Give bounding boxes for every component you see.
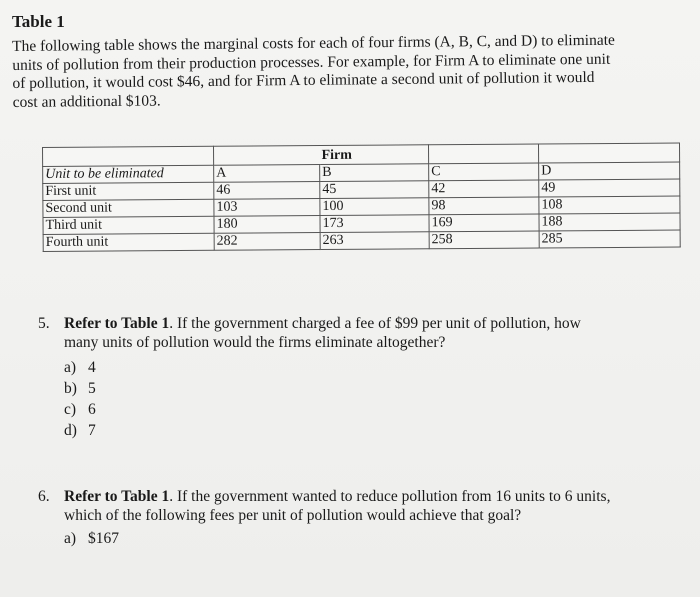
question-text: . If the government wanted to reduce pollution from 16 units to 6 units, [169, 488, 611, 505]
option-text: $167 [88, 530, 119, 547]
answer-option[interactable] [64, 420, 96, 441]
table-cell: 49 [539, 179, 680, 197]
table-group-spacer [428, 144, 538, 164]
table-cell: 282 [214, 233, 320, 251]
column-header-a: A [214, 165, 320, 183]
intro-line: units of pollution from their production processes. For example, for Firm A to eliminate one unit [12, 50, 611, 74]
row-label: Fourth unit [43, 233, 214, 251]
table-corner-cell [43, 146, 214, 166]
table-cell: 285 [539, 230, 680, 248]
table-cell: 258 [429, 231, 539, 249]
column-header-c: C [429, 163, 539, 181]
row-label: Second unit [43, 199, 214, 217]
option-letter: a) [64, 359, 77, 376]
page-title: Table 1 [12, 12, 65, 31]
option-text: 4 [88, 359, 96, 376]
table-cell: 188 [539, 213, 680, 231]
table-cell: 263 [320, 232, 429, 250]
question-text: . If the government charged a fee of $99 per unit of pollution, how [169, 315, 581, 332]
table-cell: 42 [429, 180, 539, 198]
question-5 [38, 314, 678, 352]
option-letter: c) [64, 401, 77, 418]
table-group-spacer [213, 146, 319, 166]
table-cell: 108 [539, 196, 680, 214]
column-header-d: D [539, 162, 680, 180]
table-row [43, 230, 680, 251]
firm-group-header: Firm [319, 145, 428, 165]
intro-line: of pollution, it would cost $46, and for Firm A to eliminate a second unit of pollution it would [12, 68, 595, 92]
answer-option[interactable] [64, 528, 119, 549]
question-text: which of the following fees per unit of pollution would achieve that goal? [64, 507, 522, 524]
answer-option[interactable] [64, 378, 96, 399]
answer-option[interactable] [64, 399, 96, 420]
answer-options-q5 [64, 357, 96, 441]
row-label: First unit [43, 182, 214, 200]
table-cell: 180 [214, 216, 320, 234]
table-cell: 173 [320, 215, 429, 233]
option-letter: b) [64, 380, 77, 397]
table-cell: 46 [214, 182, 320, 200]
question-line [38, 314, 678, 333]
table-cell: 169 [429, 214, 539, 232]
row-header-cell: Unit to be eliminated [43, 165, 214, 183]
intro-paragraph [12, 31, 697, 112]
column-header-b: B [320, 164, 429, 182]
table-cell: 45 [320, 181, 429, 199]
answer-options-q6 [64, 528, 119, 549]
intro-line: cost an additional $103. [12, 91, 161, 111]
row-label: Third unit [43, 216, 214, 234]
intro-line: The following table shows the marginal costs for each of four firms (A, B, C, and D) to eliminate [12, 31, 615, 55]
option-text: 5 [88, 380, 96, 397]
question-number: 6. [38, 488, 50, 505]
question-line [38, 487, 688, 506]
question-text: many units of pollution would the firms eliminate altogether? [64, 334, 446, 351]
table-cell: 103 [214, 199, 320, 217]
question-6 [38, 487, 688, 525]
table-group-spacer [538, 143, 679, 163]
table-cell: 98 [429, 197, 539, 215]
option-text: 7 [88, 422, 96, 439]
answer-option[interactable] [64, 357, 96, 378]
table-cell: 100 [320, 198, 429, 216]
option-letter: a) [64, 530, 77, 547]
marginal-cost-table [42, 143, 681, 252]
option-letter: d) [64, 422, 77, 439]
question-reference: Refer to Table 1 [64, 488, 170, 505]
option-text: 6 [88, 401, 96, 418]
question-number: 5. [38, 315, 50, 332]
question-reference: Refer to Table 1 [64, 315, 170, 332]
